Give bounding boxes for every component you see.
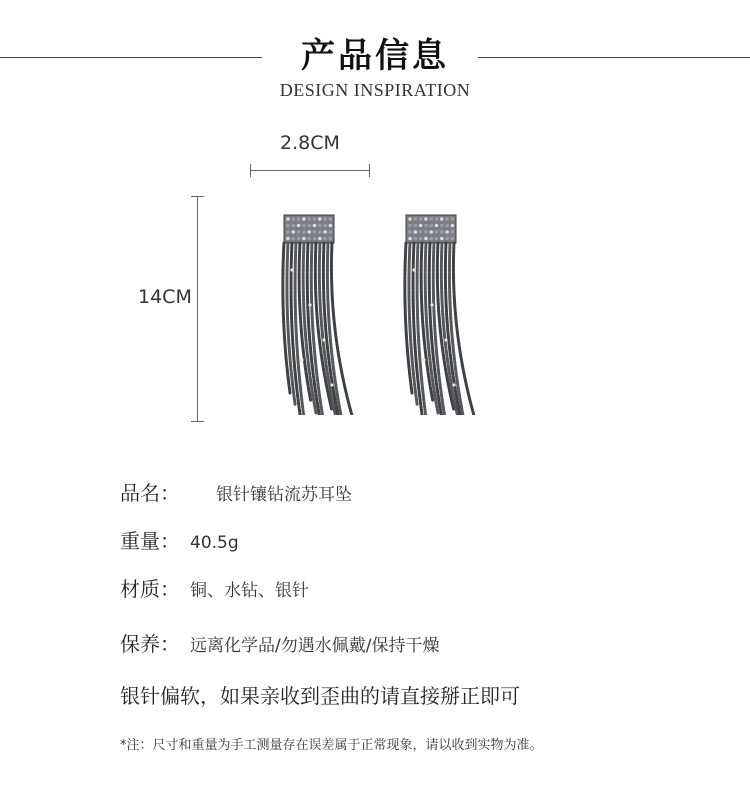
header-rule-right (478, 57, 750, 58)
spec-label: 材质： (120, 577, 180, 601)
width-dimension-line (250, 170, 370, 171)
page-subtitle: DESIGN INSPIRATION (279, 80, 471, 100)
width-dimension-cap-right (369, 164, 370, 177)
spec-row-material (120, 573, 309, 602)
care-note: 银针偏软，如果亲收到歪曲的请直接掰正即可 (120, 684, 520, 708)
height-dimension-cap-top (191, 196, 204, 197)
spec-row-care (120, 628, 439, 657)
spec-row-weight (120, 525, 239, 554)
earring-image (384, 210, 494, 415)
height-dimension-line (197, 196, 198, 422)
section-header (0, 0, 750, 110)
spec-value: 银针镶钻流苏耳坠 (216, 485, 352, 505)
spec-label: 重量： (120, 529, 180, 553)
spec-value: 40.5g (190, 533, 239, 553)
spec-value: 铜、水钻、银针 (190, 581, 309, 601)
page-title: 产品信息 (301, 36, 449, 76)
earring-image (262, 210, 372, 415)
width-dimension-label: 2.8CM (280, 132, 340, 154)
height-dimension-cap-bottom (191, 421, 204, 422)
width-dimension-cap-left (250, 164, 251, 177)
disclaimer-note: *注：尺寸和重量为手工测量存在误差属于正常现象，请以收到实物为准。 (120, 738, 543, 753)
spec-label: 保养： (120, 632, 180, 656)
spec-row-name (120, 477, 352, 506)
spec-label: 品名： (120, 481, 180, 505)
height-dimension-label: 14CM (138, 286, 192, 308)
spec-value: 远离化学品/勿遇水佩戴/保持干燥 (190, 636, 440, 656)
